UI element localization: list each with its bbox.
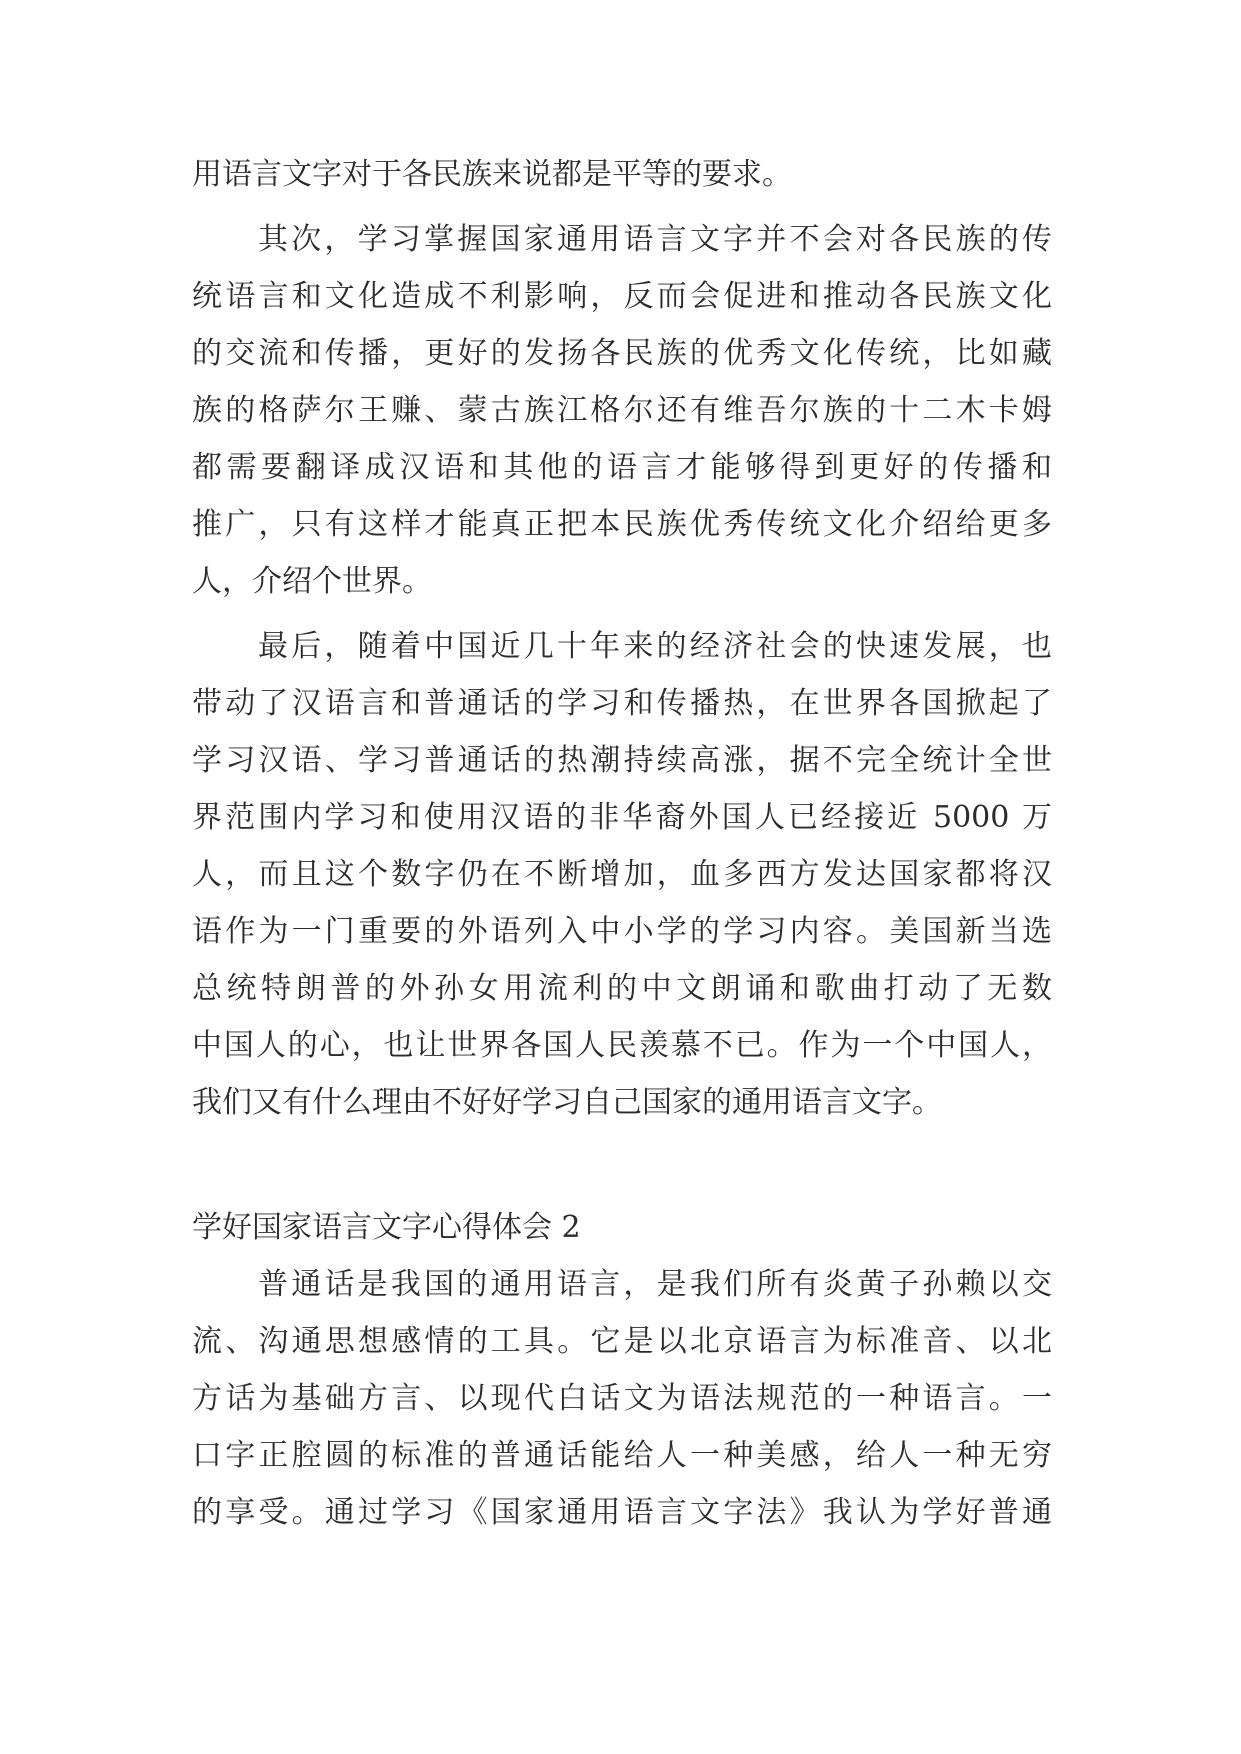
paragraph-2-line: 其次，学习掌握国家通用语言文字并不会对各民族的传 [258, 222, 1052, 257]
paragraph-2-line: 统语言和文化造成不利影响，反而会促进和推动各民族文化 [192, 279, 1052, 314]
paragraph-3-line: 学习汉语、学习普通话的热潮持续高涨，据不完全统计全世 [192, 743, 1052, 778]
paragraph-2-line: 族的格萨尔王赚、蒙古族江格尔还有维吾尔族的十二木卡姆 [192, 393, 1052, 428]
paragraph-3-line: 最后，随着中国近几十年来的经济社会的快速发展，也 [258, 629, 1052, 664]
paragraph-4-line: 的享受。通过学习《国家通用语言文字法》我认为学好普通 [192, 1495, 1052, 1530]
paragraph-2-line: 的交流和传播，更好的发扬各民族的优秀文化传统，比如藏 [192, 336, 1052, 371]
paragraph-4-line: 流、沟通思想感情的工具。它是以北京语言为标准音、以北 [192, 1324, 1052, 1359]
paragraph-4-line: 口字正腔圆的标准的普通话能给人一种美感，给人一种无穷 [192, 1438, 1052, 1473]
paragraph-2-line: 推广，只有这样才能真正把本民族优秀传统文化介绍给更多 [192, 507, 1052, 542]
paragraph-3-line: 语作为一门重要的外语列入中小学的学习内容。美国新当选 [192, 914, 1052, 949]
paragraph-3-line: 总统特朗普的外孙女用流利的中文朗诵和歌曲打动了无数 [192, 971, 1052, 1006]
paragraph-3-line: 中国人的心，也让世界各国人民羡慕不已。作为一个中国人， [192, 1028, 1052, 1063]
paragraph-3-line: 我们又有什么理由不好好学习自己国家的通用语言文字。 [192, 1085, 942, 1120]
paragraph-2-line: 都需要翻译成汉语和其他的语言才能够得到更好的传播和 [192, 450, 1052, 485]
paragraph-4-line: 普通话是我国的通用语言，是我们所有炎黄子孙赖以交 [258, 1267, 1052, 1302]
paragraph-3-line: 带动了汉语言和普通话的学习和传播热，在世界各国掀起了 [192, 686, 1052, 721]
paragraph-3-line: 人，而且这个数字仍在不断增加，血多西方发达国家都将汉 [192, 857, 1052, 892]
paragraph-3-line: 界范围内学习和使用汉语的非华裔外国人已经接近 5000 万 [192, 800, 1052, 835]
section-heading: 学好国家语言文字心得体会 2 [192, 1210, 581, 1245]
paragraph-4-line: 方话为基础方言、以现代白话文为语法规范的一种语言。一 [192, 1381, 1052, 1416]
paragraph-tail-line: 用语言文字对于各民族来说都是平等的要求。 [192, 157, 792, 192]
paragraph-2-line: 人，介绍个世界。 [192, 564, 432, 599]
